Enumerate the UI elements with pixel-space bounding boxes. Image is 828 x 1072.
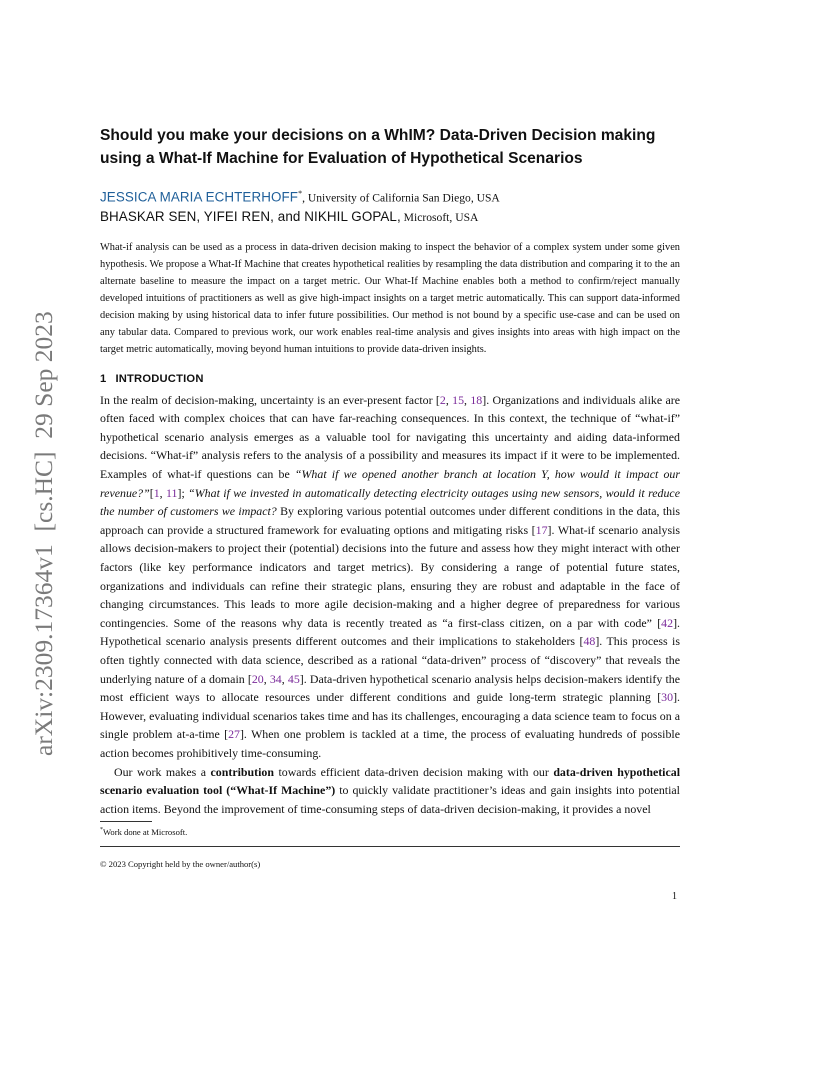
text-run: ]. However, evaluating individual scenarios takes time and has its challenges, encouraging a data science team to focus on a single problem at-a-time [ <box>100 690 680 742</box>
section-title: INTRODUCTION <box>115 372 204 385</box>
citation-link[interactable]: 2 <box>439 392 446 407</box>
text-run: to quickly validate practitioner’s ideas and gain insights into potential action items. Beyond the improvement of time-consuming steps of data-driven decision-making, it provides a novel <box>100 783 680 816</box>
author-footnote-mark[interactable]: * <box>298 189 303 198</box>
emphasis-tool-name: data-driven hypothetical scenario evaluation tool (“What-If Machine”) <box>100 764 681 798</box>
text-run: By exploring various potential outcomes under different conditions in the data, this approach can provide a structured framework for evaluating options and mitigating risks [ <box>100 504 681 537</box>
text-run: towards efficient data-driven decision making with our <box>273 764 554 779</box>
citation-link[interactable]: 1 <box>153 485 160 500</box>
example-question-2: “What if we invested in automatically detecting electricity outages using new sensors, would it reduce the number of customers we impact? <box>100 485 680 519</box>
intro-paragraph-1: In the realm of decision-making, uncertainty is an ever-present factor [2, 15, 18]. Organizations and individuals alike are often faced with complex choices that can have far-reaching consequences. In this context, the technique of “what-if” hypothetical scenario analysis emerges as a valuable tool for navigating this uncertainty and aiding data-informed decisions. “What-if” analysis refers to the analysis of a possibility and measures its impact if it were to be implemented. Examples of what-if questions can be “What if we opened another branch at location Y, how would it impact our revenue?”[1, 11]; “What if we invested in automatically detecting electricity outages using new sensors, would it reduce the number of customers we impact? By exploring various potential outcomes under different conditions in the data, this approach can provide a structured framework for evaluating options and mitigating risks [17]. What-if scenario analysis allows decision-makers to project their (potential) decisions into the future and assess how they might interact with other factors (like key performance indicators and target metrics). By considering a range of potential future states, organizations and individuals can refine their strategic plans, ensuring they are robust and adaptable in the face of changing circumstances. This leads to more agile decision-making and a higher degree of preparedness for various contingencies. Some of the reasons why data is recently treated as “a first-class citizen, on a par with code” [42]. Hypothetical scenario analysis presents different outcomes and their implications to stakeholders [48]. This process is often tightly connected with data science, described as a rational “data-driven” process of “discovery” that reveals the underlying nature of a domain [20, 34, 45]. Data-driven hypothetical scenario analysis helps decision-makers identify the most efficient ways to allocate resources under different conditions and guide long-term strategic planning [30]. However, evaluating individual scenarios takes time and has its challenges, encouraging a data science team to focus on a single problem at-a-time [27]. When one problem is tackled at a time, the process of evaluating hundreds of possible action becomes prohibitively time-consuming. <box>100 392 681 760</box>
author-name-primary[interactable]: JESSICA MARIA ECHTERHOFF <box>100 189 299 205</box>
text-run: ]. Organizations and individuals alike are often faced with complex choices that can have far-reaching consequences. In this context, the technique of “what-if” hypothetical scenario analysis emerges as a valuable tool for navigating this uncertainty and aiding data-informed decisions. “What-if” analysis refers to the analysis of a possibility and measures its impact if it were to be implemented. Examples of what-if questions can be <box>100 392 680 482</box>
citation-link[interactable]: 20 <box>251 671 264 686</box>
section-number: 1 <box>100 372 107 385</box>
copyright-notice: © 2023 Copyright held by the owner/author(s) <box>100 859 261 870</box>
arxiv-side-stamp <box>24 286 60 756</box>
citation-link[interactable]: 34 <box>269 671 282 686</box>
intro-paragraph-2 <box>100 763 680 819</box>
footnote <box>100 824 680 839</box>
text-run: ]. This process is often tightly connected with data science, described as a rational “data-driven” process of “discovery” that reveals the underlying nature of a domain [ <box>100 634 680 686</box>
citation-link[interactable]: 48 <box>583 634 596 649</box>
text-run: ]; <box>177 485 189 500</box>
abstract: What-if analysis can be used as a process in data-driven decision making to inspect the behavior of a complex system under some given hypothesis. We propose a What-If Machine that creates hypothetical realities by resampling the data distribution and comparing it to the an alternate baseline to measure the impact on a target metric. Our What-If Machine enables both a method to confirm/reject manually developed intuitions of practitioners as well as give high-impact insights on a target metric automatically. This can support data-informed decision making by using historical data to infer future possibilities. Our method is not bound by a specific use-case and can be used on any tabular data. Compared to previous work, our work enables real-time analysis and gives insights into areas with high impact on the target metric automatically, moving beyond human intuitions to provide data-driven insights. <box>100 242 680 355</box>
paper-page <box>100 124 680 869</box>
text-run: ]. When one problem is tackled at a time, the process of evaluating hundreds of possible action becomes prohibitively time-consuming. <box>100 727 681 760</box>
emphasis-contribution: contribution <box>210 764 274 779</box>
text-run: ]. Data-driven hypothetical scenario analysis helps decision-makers identify the most efficient ways to allocate resources under different conditions and guide long-term strategic planning [ <box>100 671 680 705</box>
text-run: Our work makes a <box>114 764 211 779</box>
author-affiliation-2: Microsoft, USA <box>400 211 479 225</box>
citation-link[interactable]: 18 <box>470 392 483 407</box>
text-run: ]. What-if scenario analysis allows decision-makers to project their (potential) decisions into the future and assess how they might interact with other factors (like key performance indicators and target metrics). By considering a range of potential future states, organizations and individuals can refine their strategic plans, ensuring they are robust and adaptable in the face of changing circumstances. This leads to more agile decision-making and a higher degree of preparedness for various contingencies. Some of the reasons why data is recently treated as “a first-class citizen, on a par with code” [ <box>100 522 681 630</box>
citation-link[interactable]: 11 <box>166 485 178 500</box>
copyright-divider <box>100 846 680 847</box>
author-line-1 <box>100 184 680 207</box>
text-run: In the realm of decision-making, uncertainty is an ever-present factor [ <box>100 392 440 407</box>
paper-title: Should you make your decisions on a WhIM? Data-Driven Decision making using a What-If Machine for Evaluation of Hypothetical Scenarios <box>100 127 656 167</box>
page-number: 1 <box>672 891 677 902</box>
arxiv-identifier: arXiv:2309.17364v1 [cs.HC] 29 Sep 2023 <box>29 311 58 756</box>
citation-link[interactable]: 15 <box>452 392 465 407</box>
text-run: ]. Hypothetical scenario analysis presents different outcomes and their implications to stakeholders [ <box>100 615 680 649</box>
footnote-text: Work done at Microsoft. <box>103 827 188 838</box>
citation-link[interactable]: 17 <box>535 522 548 537</box>
author-line-2 <box>100 207 680 227</box>
citation-link[interactable]: 30 <box>661 690 674 705</box>
footnote-mark: * <box>100 827 103 834</box>
section-heading <box>100 373 680 385</box>
footnote-divider <box>100 821 152 822</box>
example-question-1: “What if we opened another branch at location Y, how would it impact our revenue?” <box>100 467 680 500</box>
author-affiliation-1: , University of California San Diego, USA <box>302 191 500 205</box>
citation-link[interactable]: 42 <box>661 615 674 630</box>
citation-link[interactable]: 27 <box>228 727 240 742</box>
author-names-secondary: BHASKAR SEN, YIFEI REN, and NIKHIL GOPAL, <box>100 209 401 225</box>
text-run: [ <box>149 485 154 500</box>
citation-link[interactable]: 45 <box>287 671 300 686</box>
